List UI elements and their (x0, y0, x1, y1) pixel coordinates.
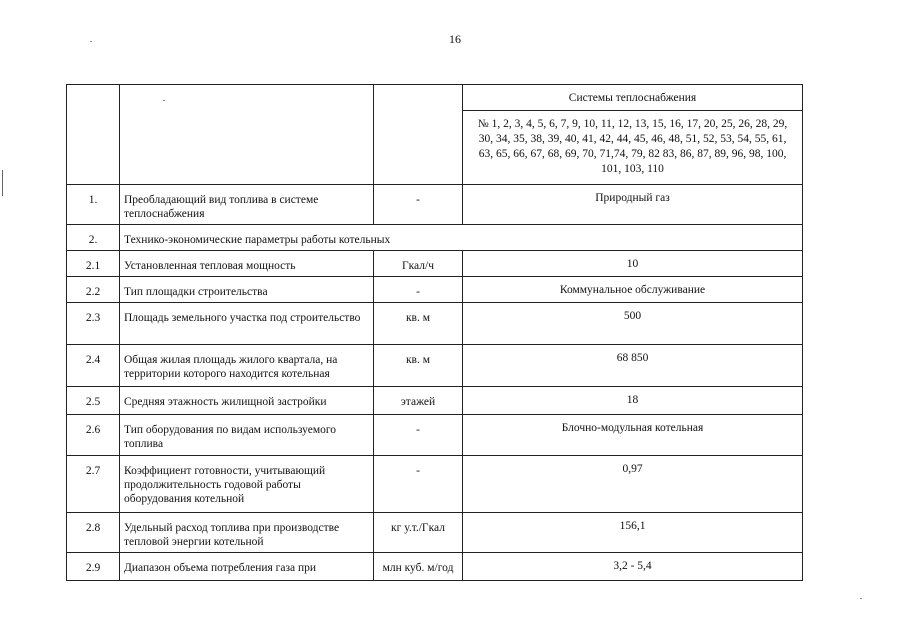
row-unit: - (374, 185, 463, 225)
scan-edge-mark (2, 170, 3, 196)
row-parameter: Тип оборудования по видам используемого топлива (120, 415, 374, 456)
row-unit: - (374, 415, 463, 456)
scan-speck (860, 598, 862, 599)
row-number: 2.6 (67, 415, 120, 456)
row-section-title: Технико-экономические параметры работы котельных (120, 225, 803, 251)
row-unit: - (374, 456, 463, 513)
row-value: 156,1 (463, 513, 803, 553)
table-row (67, 456, 803, 513)
row-unit: - (374, 277, 463, 303)
table-header-row (67, 85, 803, 185)
row-value: 3,2 - 5,4 (463, 553, 803, 581)
table-row (67, 225, 803, 251)
row-unit: кв. м (374, 345, 463, 387)
table-row (67, 415, 803, 456)
header-systems-cell (463, 85, 803, 185)
row-parameter: Площадь земельного участка под строительство (120, 303, 374, 345)
row-value: 500 (463, 303, 803, 345)
table-row (67, 513, 803, 553)
header-unit-cell (374, 85, 463, 185)
row-unit: кг у.т./Гкал (374, 513, 463, 553)
row-parameter: Коэффициент готовности, учитывающий продолжительность годовой работы оборудования котельной (120, 456, 374, 513)
row-unit: Гкал/ч (374, 251, 463, 277)
row-parameter: Тип площадки строительства (120, 277, 374, 303)
row-value: 0,97 (463, 456, 803, 513)
row-parameter: Установленная тепловая мощность (120, 251, 374, 277)
row-parameter: Диапазон объема потребления газа при (120, 553, 374, 581)
table-row (67, 277, 803, 303)
row-value: 10 (463, 251, 803, 277)
row-number: 2.9 (67, 553, 120, 581)
row-unit: этажей (374, 387, 463, 415)
row-parameter: Общая жилая площадь жилого квартала, на территории которого находится котельная (120, 345, 374, 387)
row-value: 68 850 (463, 345, 803, 387)
page-number: 16 (449, 32, 461, 46)
table-row (67, 553, 803, 581)
header-num-cell (67, 85, 120, 185)
row-number: 2.3 (67, 303, 120, 345)
row-value: Коммунальное обслуживание (463, 277, 803, 303)
row-number: 2.7 (67, 456, 120, 513)
row-value: 18 (463, 387, 803, 415)
row-number: 2. (67, 225, 120, 251)
table-row (67, 387, 803, 415)
row-parameter: Удельный расход топлива при производстве тепловой энергии котельной (120, 513, 374, 553)
systems-list: № 1, 2, 3, 4, 5, 6, 7, 9, 10, 11, 12, 13, 15, 16, 17, 20, 25, 26, 28, 29, 30, 34, 35, 38, 39, 40, 41, 42, 44, 45, 46, 48, 51, 52, 53, 54, 55, 61, 63, 65, 66, 67, 68, 69, 70, 71,74, 79, 82 83, 86, 87, 89, 96, 98, 100, 101, 103, 110 (477, 118, 788, 175)
table-row (67, 251, 803, 277)
table-row (67, 185, 803, 225)
row-value: Природный газ (463, 185, 803, 225)
row-parameter: Средняя этажность жилищной застройки (120, 387, 374, 415)
row-number: 2.4 (67, 345, 120, 387)
row-number: 2.1 (67, 251, 120, 277)
parameters-table (66, 84, 803, 581)
scan-speck (90, 41, 92, 42)
row-unit: кв. м (374, 303, 463, 345)
table-row (67, 303, 803, 345)
row-number: 2.8 (67, 513, 120, 553)
row-value: Блочно-модульная котельная (463, 415, 803, 456)
row-number: 2.5 (67, 387, 120, 415)
header-name-cell (120, 85, 374, 185)
systems-title: Системы теплоснабжения (463, 85, 802, 111)
row-number: 1. (67, 185, 120, 225)
row-number: 2.2 (67, 277, 120, 303)
row-parameter: Преобладающий вид топлива в системе теплоснабжения (120, 185, 374, 225)
table-row (67, 345, 803, 387)
row-unit: млн куб. м/год (374, 553, 463, 581)
